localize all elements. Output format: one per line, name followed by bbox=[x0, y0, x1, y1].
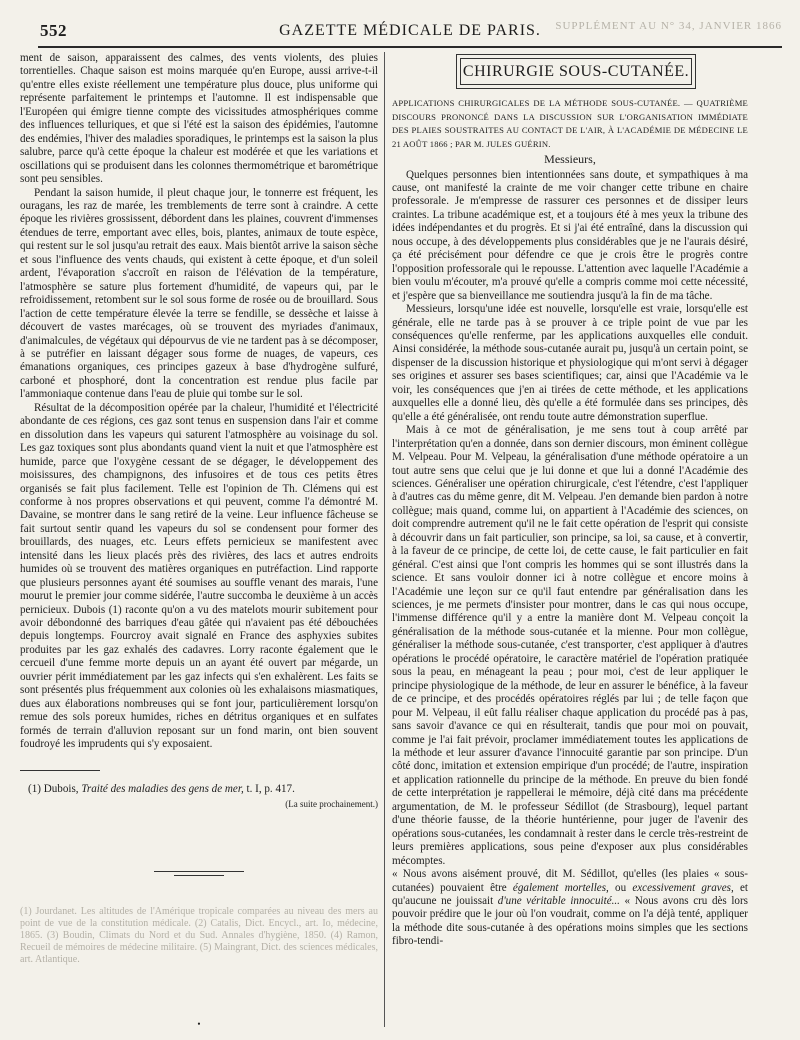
footnote bbox=[20, 783, 378, 796]
section-title-box bbox=[456, 54, 696, 89]
section-title: CHIRURGIE SOUS-CUTANÉE. bbox=[460, 58, 692, 85]
bleed-through-header: SUPPLÉMENT AU N° 34, JANVIER 1866 bbox=[555, 20, 782, 32]
footnote-marker: (1) Dubois, bbox=[28, 782, 79, 795]
quote-text: « Nous avons aisément prouvé, dit M. Sédillot, qu'elles (les plaies « sous-cutanées) pouvaient être bbox=[392, 868, 748, 894]
article-subheading bbox=[392, 97, 748, 151]
paragraph: Mais à ce mot de généralisation, je me sens tout à coup arrêté par l'interprétation qu'en a donnée, dans son dernier discours, mon éminent collègue M. Velpeau. Pour M. Velpeau, la généralisation d'une méthode opératoire a un tout autre sens que celui que je lui donne et que lui a donné l'Académie des sciences. Généraliser une opération chirurgicale, c'est l'étendre, c'est l'appliquer à d'autres cas du même genre, dit M. Velpeau. J'en demande bien pardon à notre collègue; mais quand, comme lui, on appartient à l'Académie des sciences, on doit comprendre autrement qu'il ne le fait cette opération de l'esprit qui consiste à découvrir dans un fait particulier, son principe, sa loi, sa cause, et à convertir, à la faveur de ce principe, de cette loi, de cette cause, le fait particulier en fait général. C'est ainsi que l'ont compris les hommes qui se sont illustrés dans la science. Et sans vouloir donner ici à notre collègue et encore moins à l'Académie une leçon sur ce qu'il faut entendre par généralisation dans les sciences, je me permets d'insister pour montrer, dans le cas qui nous occupe, l'immense différence qu'il y a entre la manière dont M. Velpeau conçoit la généralisation de la méthode sous-cutanée et la mienne. Pour mon collègue, généraliser la méthode sous-cutanée, c'est transporter, c'est appliquer à d'autres opérations le procédé opératoire, le caractère matériel de l'opération pratiquée sous la peau, en ménageant la peau ; pour moi, c'est de leur appliquer le principe physiologique de la méthode, de leur en assurer le bénéfice, à la faveur de ce principe, et des procédés opératoires réglés par lui ; de telle façon que pour M. Velpeau, il eût fallu réaliser chaque application du procédé pas à pas, sans savoir d'avance ce qui en résulterait, tandis que pour moi on pouvait, comme je l'ai fait prévoir, proclamer immédiatement toutes les applications de la méthode et leur assurer d'avance l'innocuité garantie par son principe. D'un côté donc, imitation et extension empirique d'un procédé; de l'autre, inspiration et application rationnelle du principe de la méthode. En preuve du bien fondé de cette interprétation je rappellerai le mémoire, déjà cité dans ma précédente argumentation, de M. le professeur Sédillot (de Strasbourg), lequel partant d'une théorie fausse, de la théorie huntérienne, pour juger de l'avenir des opérations sous-cutanées, les condamnait à rester dans le cercle très-restreint de leurs premières applications, sous peine d'exposer aux plus considérables mécomptes. bbox=[392, 424, 748, 867]
paragraph: Résultat de la décomposition opérée par la chaleur, l'humidité et l'électricité abondante de ces régions, ces gaz sont tenus en suspension dans l'air et comme en dissolution dans les vapeurs qui saturent l'atmosphère au voisinage du sol. Les gaz toxiques sont plus abondants quand vient la nuit et que l'atmosphère est humide, parce que l'oxygène cessant de se dégager, le développement des moisissures, des champignons, des infusoires et de tous ces petits êtres organisés se fait plus facilement. Telle est l'opinion de Th. Clémens qui est conforme à nos propres observations et qui peuvent, comme l'a démontré M. Davaine, se montrer dans le sang retiré de la veine. Leur influence fâcheuse se fait surtout sentir quand les vapeurs du sol se condensent pour former des brouillards, des nuages, etc. Leurs effets pernicieux se manifestent avec intensité dans les lieux placés près des rivières, des lacs et autres endroits humides où se trouvent des matières organiques en putréfaction. Lind rapporte que plusieurs personnes ayant été soumises au souffle venant des marais, l'une mourut le premier jour comme sidérée, l'autre succomba le deuxième à un accès pernicieux. Dubois (1) raconte qu'on a vu des matelots mourir subitement pour avoir débondonné des barriques d'eau gâtée qui n'avaient pas été débouchées depuis longtemps. Fourcroy avait signalé en France des asphyxies subites produites par les gaz exhalés des cadavres. Lorry raconte également que le cercueil d'une femme morte depuis un an ayant été ouvert par mégarde, un ouvrier périt immédiatement par les gaz infects qui s'en exhalèrent. Les faits se sont présentés plus fréquemment aux colonies où les exhalaisons miasmatiques, dues aux élaborations nombreuses qui se font jour, particulièrement lorsqu'on remue des sols poreux humides, riches en détritus organiques et en sulfates formés de terrain d'alluvion reposant sur un fond marin, ont bien souvent foudroyé les imprudents qui s'y exposaient. bbox=[20, 401, 378, 751]
ornament-rule bbox=[154, 871, 244, 876]
bleed-through-text: (1) Jourdanet. Les altitudes de l'Amérique tropicale comparées au niveau des mers au point de vue de la constitution médicale. (2) Catalis, Dict. Encycl., art. Io, médecine, 1865. (3) Boudin, Climats du Nord et du Sud. Annales d'hygiène, 1850. (4) Ramon, Recueil de mémoires de médecine militaire. (5) Maingrant, Dict. des sciences médicales, art. Atlantique. bbox=[20, 906, 378, 966]
footnote-ref: t. I, p. 417. bbox=[246, 782, 295, 795]
paragraph: Messieurs, lorsqu'une idée est nouvelle, lorsqu'elle est vraie, lorsqu'elle est générale, elle ne tarde pas à se prouver à ce triple point de vue par les conséquences qu'elle renferme, par les applications auxquelles elle conduit. Ainsi considérée, la méthode sous-cutanée aurait pu, jusqu'à un certain point, se dispenser de la discussion historique et physiologique qui m'ont servi à dégager ses origines et assurer ses bases scientifiques; car, ainsi que l'Académie va le voir, les conséquences que j'en ai tirées de cette méthode, et les applications auxquelles elle a donné lieu, dès qu'elle a été formulée dans ses principes, dès qu'elle a été généralisée, ont rendu toute autre démonstration superflue. bbox=[392, 303, 748, 423]
continued-note: (La suite prochainement.) bbox=[285, 799, 378, 810]
salutation: Messieurs, bbox=[544, 152, 596, 167]
quote-emphasis: d'une véritable innocuité... bbox=[497, 895, 620, 907]
quote-text: ou bbox=[615, 881, 627, 894]
ornament-dot: • bbox=[197, 1019, 201, 1027]
quote-emphasis: excessivement graves, bbox=[632, 881, 734, 894]
page-number: 552 bbox=[40, 21, 67, 40]
paragraph: Quelques personnes bien intentionnées sans doute, et sympathiques à ma cause, ont manifesté la crainte de me voir changer cette tribune en chaire professorale. Je m'empresse de rassurer ces personnes et de dissiper leurs craintes. La tribune académique est, et a toujours été à mes yeux la tribune des idées indépendantes et du progrès. Et si j'ai été entraîné, dans la discussion qui nous occupe, à des développements plus considérables que je ne l'aurais désiré, ça été précisément pour défendre ce que je crois être le progrès contre l'opposition professorale qui le repousse. L'attention avec laquelle l'Académie a bien voulu m'écouter, m'a prouvé qu'elle a compris comme moi cette nécessité, et j'espère que sa bienveillance me soutiendra jusqu'à la fin de ma tâche. bbox=[392, 168, 748, 302]
journal-title: GAZETTE MÉDICALE DE PARIS. bbox=[279, 22, 541, 39]
column-divider bbox=[384, 52, 385, 1027]
paragraph: ment de saison, apparaissent des calmes, des vents violents, des pluies torrentielles. Chaque saison est moins marquée qu'en Europe, aussi arrive-t-il qu'entre elles existe réellement une température plus douce, plus uniforme qui représente parfaitement le printemps et l'automne. Il est indispensable que l'Européen qui émigre tienne compte des vicissitudes atmosphériques comme des influences telluriques, et que si l'été est la saison des épidémies, l'automne des endémies, l'hiver des maladies sporadiques, le printemps est la saison la plus salubre, parce qu'à cette époque la chaleur est modérée et que les variations et oscillations qui se produisent dans les colonnes thermométrique et barométrique sont peu sensibles. bbox=[20, 52, 378, 186]
footnote-rule bbox=[20, 770, 100, 771]
right-column bbox=[392, 52, 748, 1037]
page-header bbox=[38, 18, 782, 48]
quote-text: et qu'aucune ne jouissait bbox=[392, 881, 748, 907]
author-name: JULES GUÉRIN. bbox=[486, 138, 551, 149]
left-column bbox=[20, 52, 378, 1027]
footnote-title: Traité des maladies des gens de mer, bbox=[81, 782, 244, 795]
subheading-text: APPLICATIONS CHIRURGICALES DE LA MÉTHODE SOUS-CUTANÉE. — QUATRIÈME DISCOURS PRONONCÉ DANS LA DISCUSSION SUR L'ORGANISATION IMMÉDIATE DES PLAIES SOUSTRAITES AU CONTACT DE L'AIR, À L'ACADÉMIE DE MÉDECINE LE 21 AOÛT 1866 ; PAR M. bbox=[392, 98, 748, 149]
quotation bbox=[392, 868, 748, 949]
quote-emphasis: également mortelles, bbox=[512, 881, 609, 894]
paragraph: Pendant la saison humide, il pleut chaque jour, le tonnerre est fréquent, les ouragans, les raz de marée, les tremblements de terre sont à craindre. A cette époque les rivières grossissent, débordent dans les plaines, couvrent d'immenses étendues de terre, emportant avec elles, bois, plantes, animaux de toute espèce, qui restent sur le sol jusqu'au retrait des eaux. Mais bientôt arrive la saison sèche et sous l'influence des vents chauds, qui existent à cette époque, et d'un soleil ardent, l'évaporation s'accroît en raison de l'élévation de la température, l'atmosphère se sature plus fortement d'humidité, de vapeurs qui, par le refroidissement, retombent sur le sol sous forme de rosée ou de brouillard. Sous l'action de cette température élevée la terre se fendille, se dessèche et laisse à découvert de vastes marécages, où se trouvent des myriades d'animaux, d'animalcules, de végétaux qui dépourvus de vie ne tardent pas à se décomposer, à se putréfier en laissant dégager sous forme de nuages, de vapeurs, ces émanations organiques, ces principes gazeux à base d'hydrogène sulfuré, carboné et phosphoré, dont la concentration est rendue plus facile par l'ammoniaque contenue dans l'eau de pluie qui tombe sur le sol. bbox=[20, 186, 378, 401]
quote-text: « Nous avons cru dès lors pouvoir prédire que le jour où l'on voudrait, comme on l'a déjà tenté, appliquer la méthode dite sous-cutanée à des opérations moins simples que les sections fibro-tendi- bbox=[392, 895, 748, 948]
